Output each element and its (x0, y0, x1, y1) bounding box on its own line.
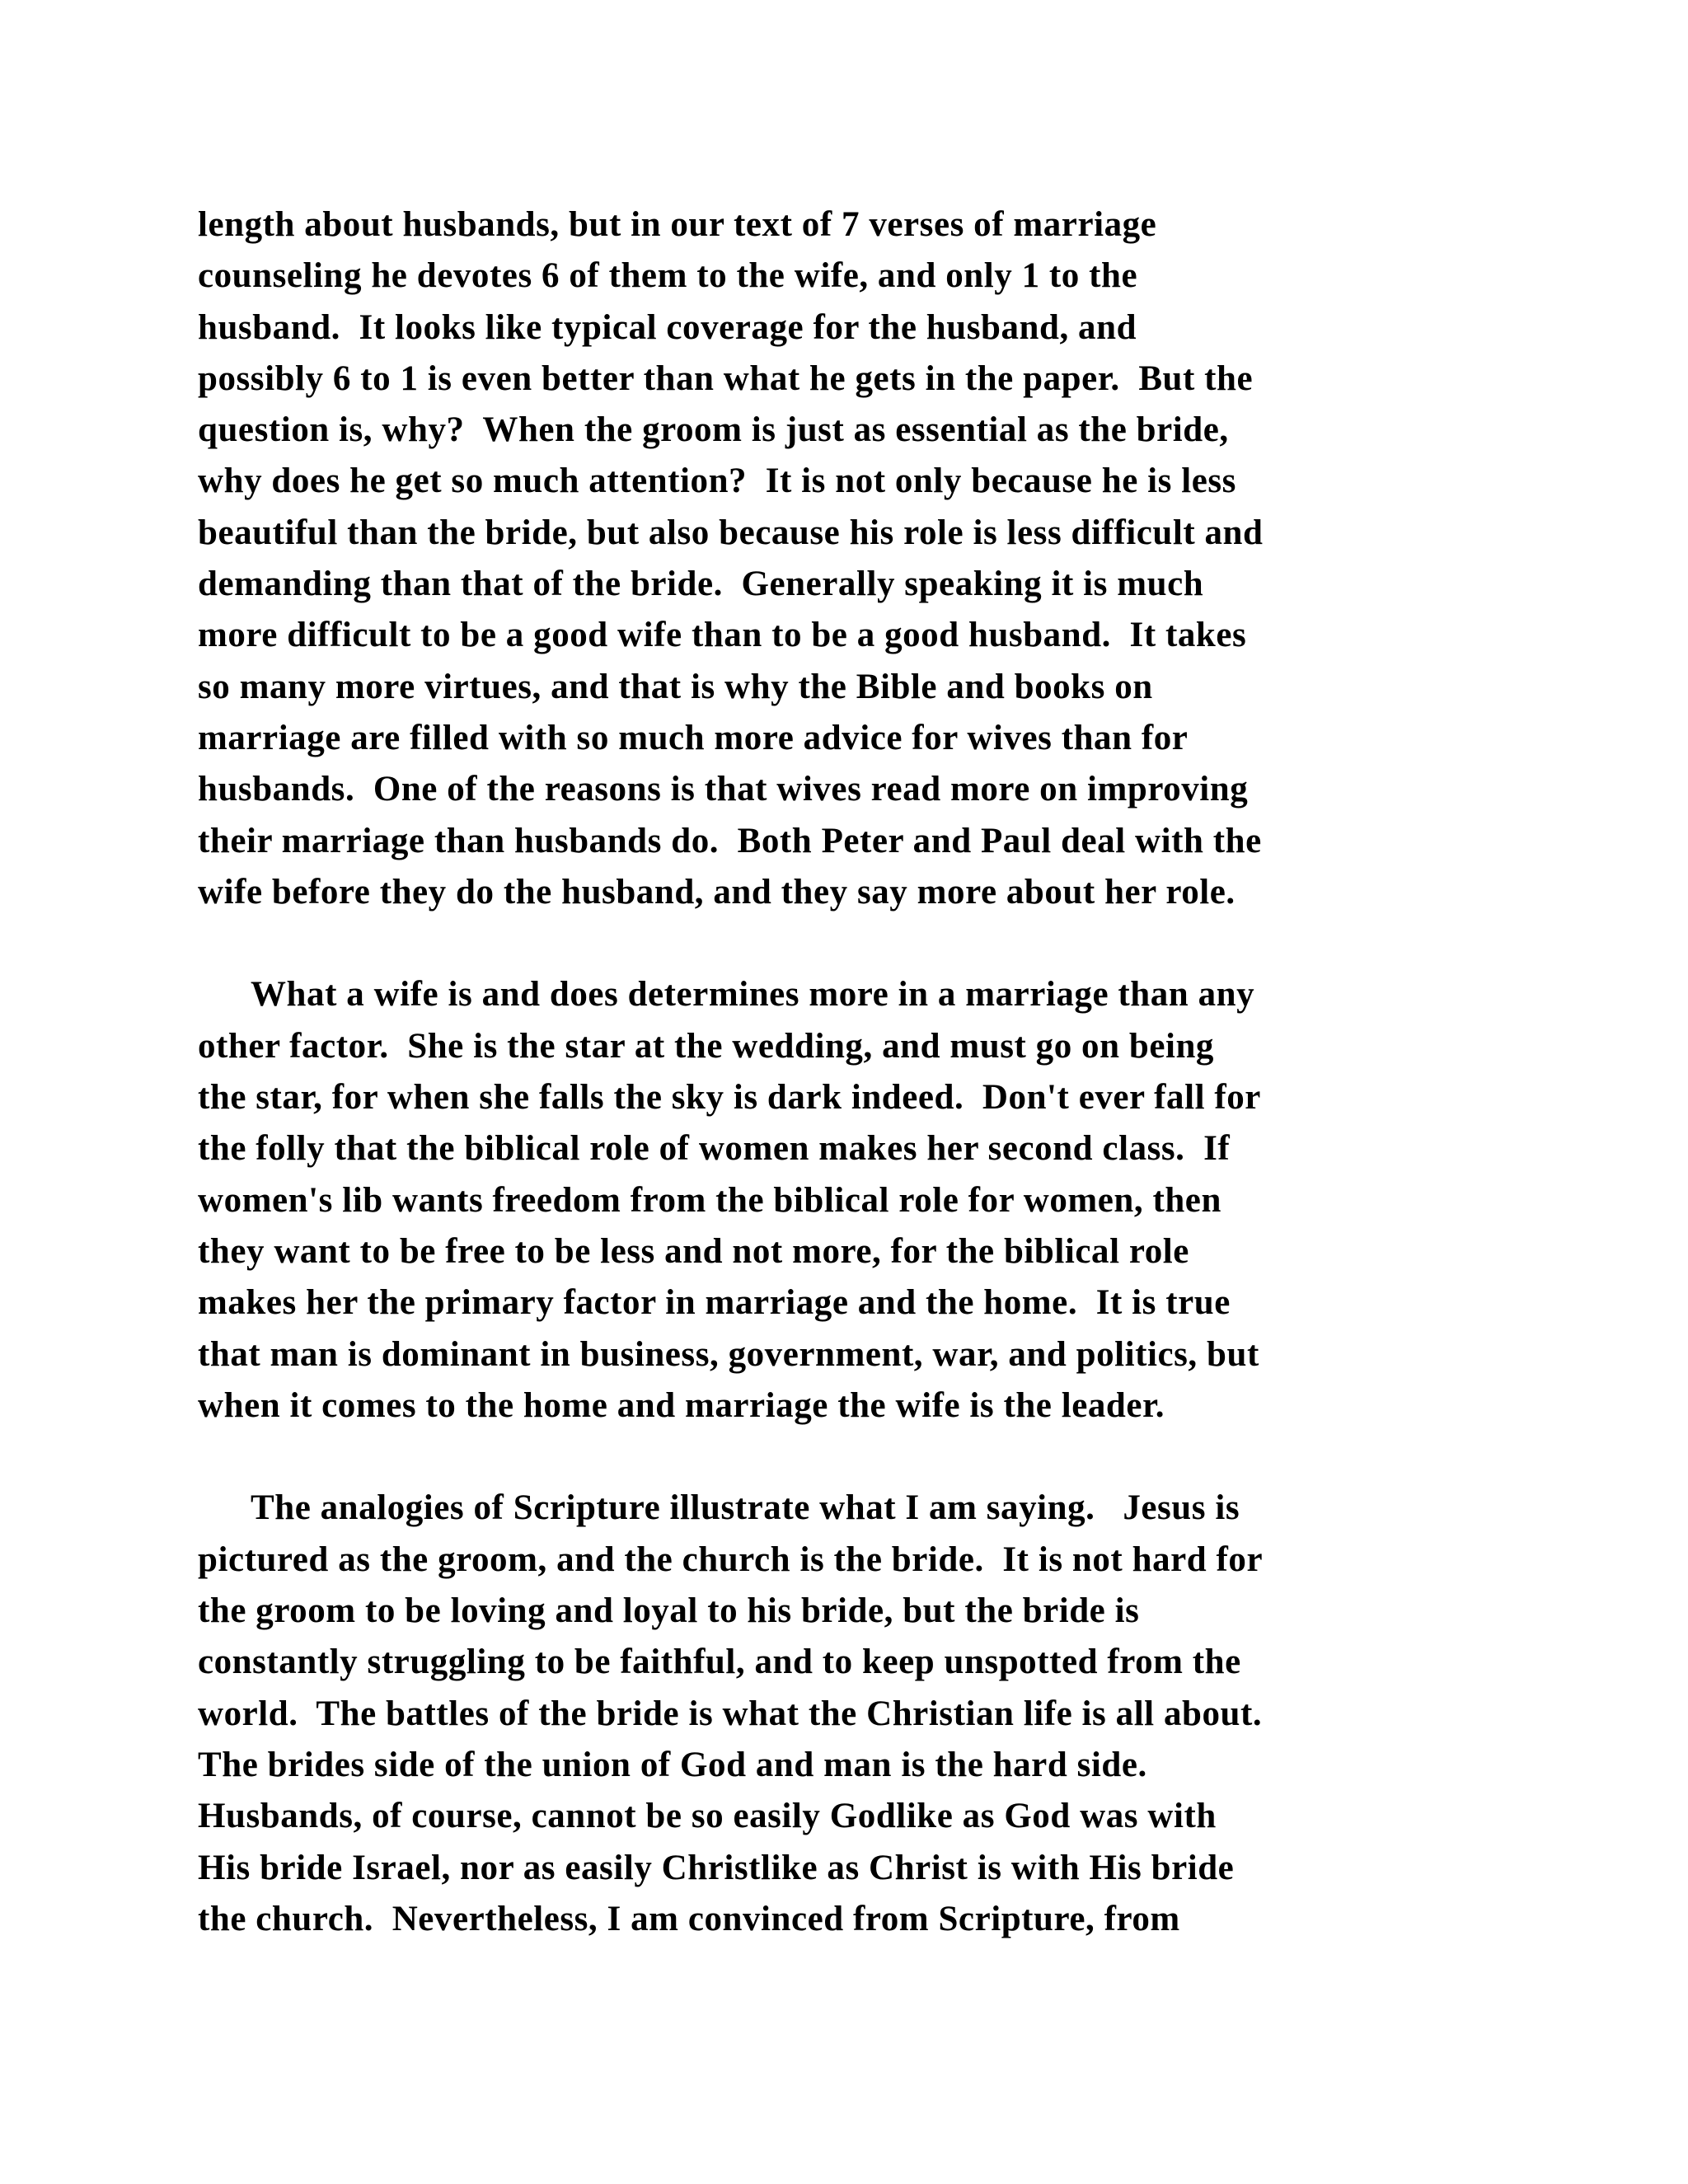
text-line: so many more virtues, and that is why the Bible and books on (198, 667, 1153, 706)
text-line: pictured as the groom, and the church is the bride. It is not hard for (198, 1540, 1264, 1579)
paragraph-gap (198, 1432, 1533, 1483)
text-line: other factor. She is the star at the wedding, and must go on being (198, 1026, 1214, 1066)
text-line: that man is dominant in business, government, war, and politics, but (198, 1334, 1259, 1374)
text-line: Husbands, of course, cannot be so easily Godlike as God was with (198, 1797, 1217, 1836)
paragraph-2 (198, 969, 1533, 1432)
text-line: husband. It looks like typical coverage for the husband, and (198, 307, 1137, 347)
text-line: wife before they do the husband, and they say more about her role. (198, 872, 1236, 912)
text-line: more difficult to be a good wife than to be a good husband. It takes (198, 616, 1247, 655)
text-line: when it comes to the home and marriage the wife is the leader. (198, 1385, 1165, 1425)
text-line: the folly that the biblical role of women makes her second class. If (198, 1129, 1231, 1169)
text-line: demanding than that of the bride. Generally speaking it is much (198, 565, 1204, 604)
text-line: their marriage than husbands do. Both Peter and Paul deal with the (198, 821, 1262, 860)
text-line: question is, why? When the groom is just as essential as the bride, (198, 410, 1229, 450)
text-line: why does he get so much attention? It is not only because he is less (198, 462, 1236, 501)
text-line: women's lib wants freedom from the biblical role for women, then (198, 1180, 1221, 1220)
text-line: What a wife is and does determines more in a marriage than any (251, 975, 1255, 1015)
text-line: marriage are filled with so much more advice for wives than for (198, 718, 1189, 757)
text-line: beautiful than the bride, but also because his role is less difficult and (198, 513, 1264, 552)
text-line: The analogies of Scripture illustrate what I am saying. Jesus is (251, 1488, 1240, 1528)
paragraph-1 (198, 199, 1533, 918)
text-line: possibly 6 to 1 is even better than what he gets in the paper. But the (198, 359, 1254, 398)
text-line: His bride Israel, nor as easily Christlike as Christ is with His bride (198, 1848, 1235, 1887)
text-line: the groom to be loving and loyal to his bride, but the bride is (198, 1591, 1140, 1631)
text-line: makes her the primary factor in marriage and the home. It is true (198, 1283, 1231, 1323)
text-line: the star, for when she falls the sky is dark indeed. Don't ever fall for (198, 1078, 1261, 1118)
text-line: world. The battles of the bride is what the Christian life is all about. (198, 1694, 1263, 1733)
body-text (198, 199, 1533, 1945)
text-line: constantly struggling to be faithful, and to keep unspotted from the (198, 1643, 1241, 1682)
text-line: counseling he devotes 6 of them to the wife, and only 1 to the (198, 256, 1138, 296)
text-line: they want to be free to be less and not more, for the biblical role (198, 1231, 1189, 1271)
paragraph-gap (198, 918, 1533, 969)
text-line: length about husbands, but in our text of 7 verses of marriage (198, 205, 1157, 244)
text-line: The brides side of the union of God and man is the hard side. (198, 1745, 1147, 1784)
paragraph-3 (198, 1483, 1533, 1945)
text-line: husbands. One of the reasons is that wives read more on improving (198, 770, 1249, 809)
text-line: the church. Nevertheless, I am convinced from Scripture, from (198, 1899, 1180, 1938)
